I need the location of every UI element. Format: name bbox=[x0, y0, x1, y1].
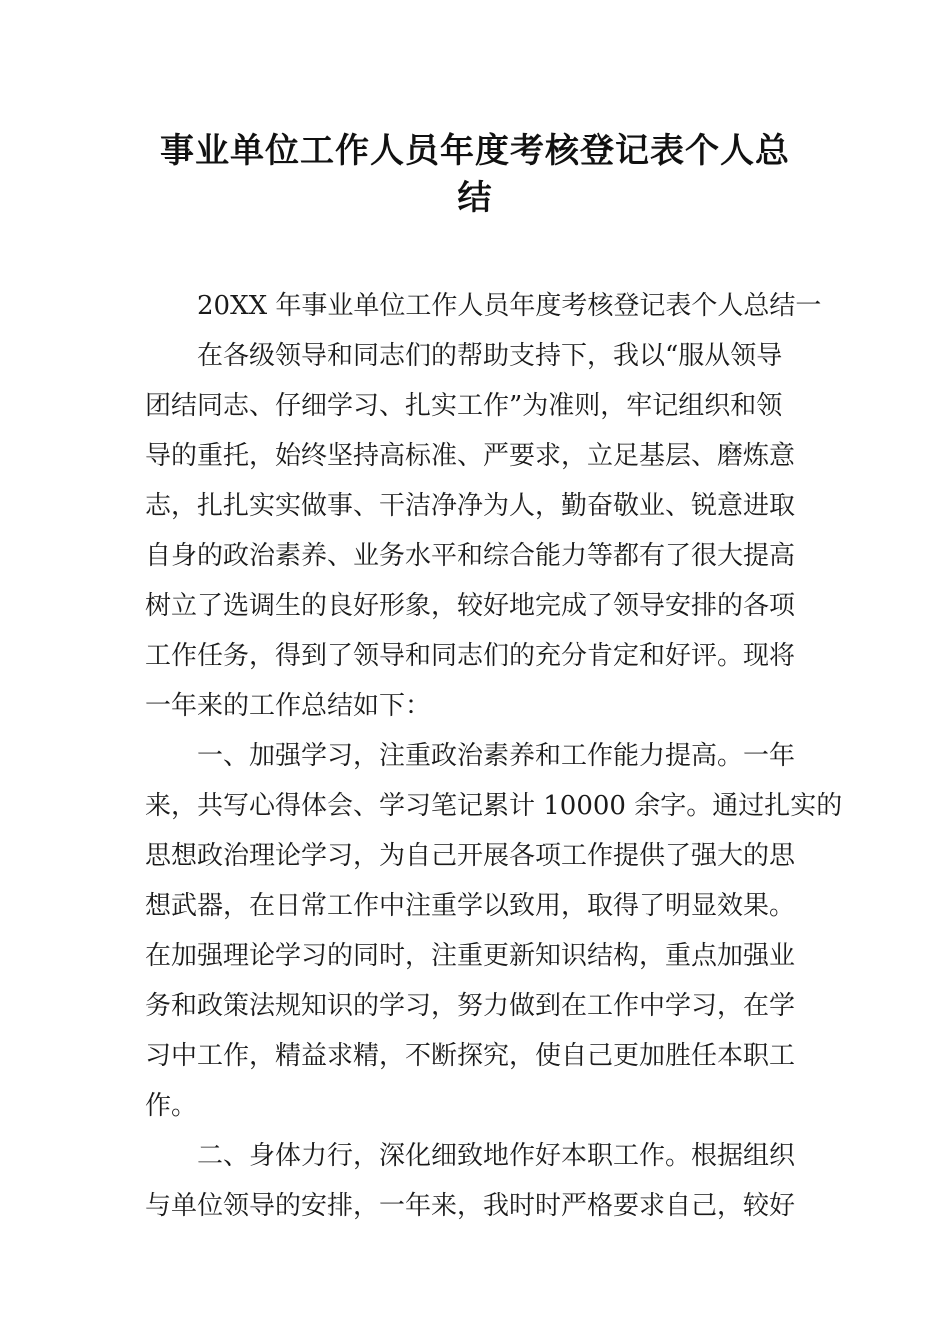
document-title bbox=[145, 128, 805, 222]
body-text-line: 一、加强学习，注重政治素养和工作能力提高。一年 bbox=[197, 741, 796, 771]
body-text-line: 导的重托，始终坚持高标准、严要求，立足基层、磨炼意 bbox=[145, 441, 796, 471]
body-text-line: 想武器，在日常工作中注重学以致用，取得了明显效果。 bbox=[145, 891, 796, 921]
body-text-line: 二、身体力行，深化细致地作好本职工作。根据组织 bbox=[197, 1141, 796, 1171]
body-text-line: 树立了选调生的良好形象，较好地完成了领导安排的各项 bbox=[145, 591, 796, 621]
body-text-line: 工作任务，得到了领导和同志们的充分肯定和好评。现将 bbox=[145, 641, 796, 671]
body-text-line: 在加强理论学习的同时，注重更新知识结构，重点加强业 bbox=[145, 941, 796, 971]
body-text-line: 习中工作，精益求精，不断探究，使自己更加胜任本职工 bbox=[145, 1041, 796, 1071]
document-title-line: 事业单位工作人员年度考核登记表个人总 bbox=[160, 131, 790, 171]
body-text-line: 思想政治理论学习，为自己开展各项工作提供了强大的思 bbox=[145, 841, 796, 871]
body-text-line: 一年来的工作总结如下： bbox=[145, 691, 432, 721]
body-text-line: 来，共写心得体会、学习笔记累计 10000 余字。通过扎实的 bbox=[145, 791, 843, 821]
body-text-line: 在各级领导和同志们的帮助支持下，我以“服从领导 bbox=[197, 341, 783, 371]
body-text-line: 务和政策法规知识的学习，努力做到在工作中学习，在学 bbox=[145, 991, 796, 1021]
body-text-line: 团结同志、仔细学习、扎实工作”为准则，牢记组织和领 bbox=[145, 391, 783, 421]
document-title-line: 结 bbox=[457, 178, 493, 218]
body-text-line: 20XX 年事业单位工作人员年度考核登记表个人总结一 bbox=[197, 291, 822, 321]
body-text-line: 自身的政治素养、业务水平和综合能力等都有了很大提高 bbox=[145, 541, 796, 571]
body-text-line: 作。 bbox=[145, 1091, 198, 1121]
body-text-line: 与单位领导的安排，一年来，我时时严格要求自己，较好 bbox=[145, 1191, 796, 1221]
document-body bbox=[145, 281, 843, 1231]
body-text-line: 志，扎扎实实做事、干洁净净为人，勤奋敬业、锐意进取 bbox=[145, 491, 796, 521]
